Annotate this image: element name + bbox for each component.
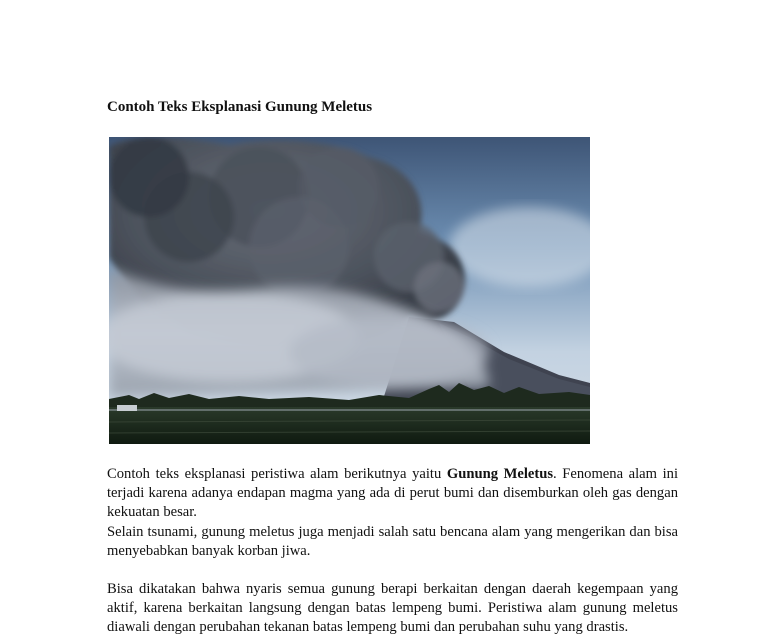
- bold-term: Gunung Meletus: [446, 466, 554, 482]
- body-text: [107, 465, 678, 638]
- document-title: Contoh Teks Eksplanasi Gunung Meletus: [107, 99, 373, 115]
- paragraph-1: Contoh teks eksplanasi peristiwa alam berikutnya yaitu Gunung Meletus. Fenomena alam ini terjadi karena adanya endapan magma yang ada di perut bumi dan disemburkan oleh gas dengan kekuatan besar.: [107, 466, 679, 521]
- paragraph-3: Bisa dikatakan bahwa nyaris semua gunung berapi berkaitan dengan daerah kegempaan yang aktif, karena berkaitan langsung dengan batas lempeng bumi. Peristiwa alam gunung meletus diawali dengan perubahan tekanan batas lempeng bumi dan perubahan suhu yang drastis.: [107, 581, 678, 636]
- volcano-eruption-photo: [109, 137, 590, 444]
- paragraph-2: Selain tsunami, gunung meletus juga menjadi salah satu bencana alam yang mengerikan dan bisa menyebabkan banyak korban jiwa.: [107, 523, 678, 559]
